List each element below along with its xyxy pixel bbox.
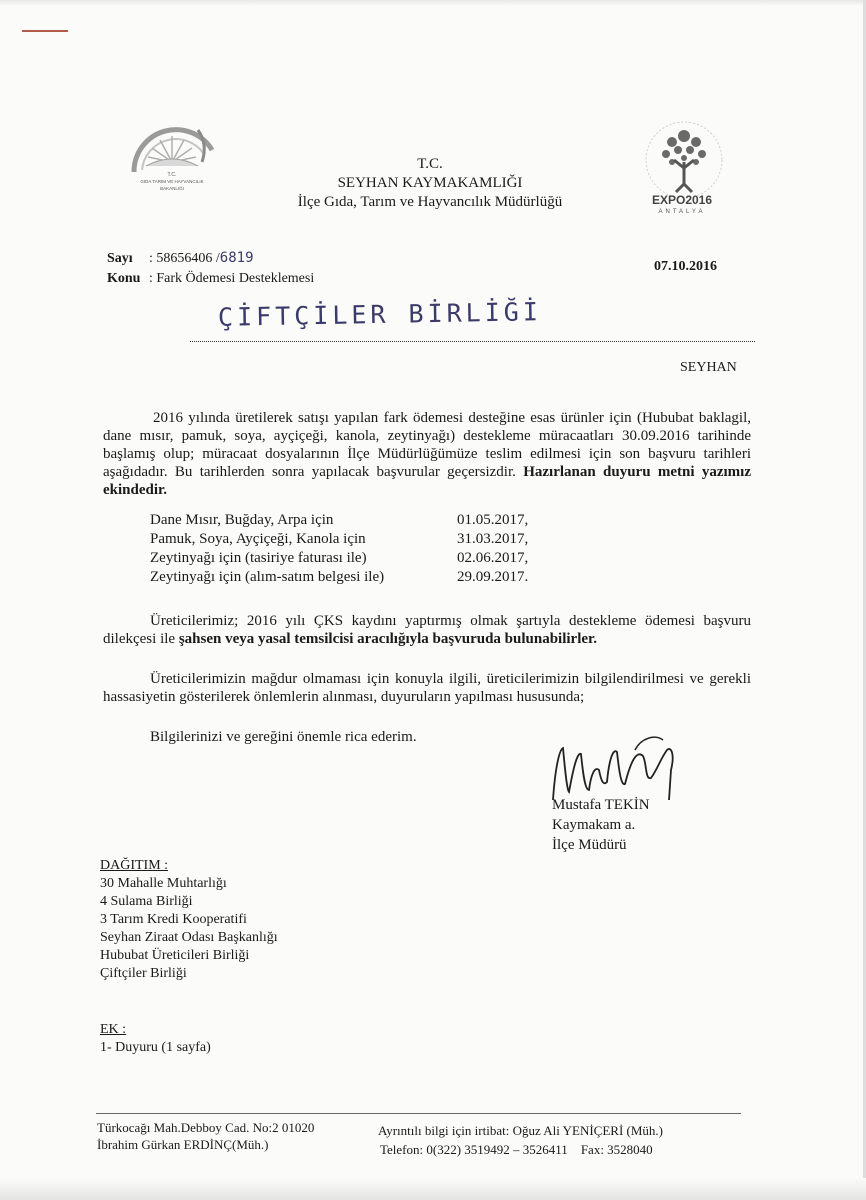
letterhead — [250, 155, 610, 212]
deadline-date: 31.03.2017, — [457, 531, 529, 547]
sayi-value: : 58656406 / — [149, 251, 220, 266]
distribution-item: 30 Mahalle Muhtarlığı — [100, 876, 227, 891]
footer-phone: Telefon: 0(322) 3519492 – 3526411 — [380, 1142, 568, 1157]
signatory — [552, 795, 650, 855]
expo-logo — [632, 112, 742, 222]
signatory-title-1: Kaymakam a. — [552, 817, 636, 833]
distribution-item: 4 Sulama Birliği — [100, 894, 193, 909]
sayi-label: Sayı — [107, 251, 133, 266]
deadline-date: 29.09.2017. — [457, 569, 529, 585]
deadline-date: 01.05.2017, — [457, 512, 529, 528]
distribution-item: Çiftçiler Birliği — [100, 966, 187, 981]
recipient-location: SEYHAN — [680, 360, 737, 375]
konu-value: : Fark Ödemesi Desteklemesi — [149, 271, 315, 286]
footer-rule — [96, 1113, 741, 1114]
recipient-dotted-line — [190, 341, 755, 342]
deadline-item: Dane Mısır, Buğday, Arpa için — [150, 512, 334, 528]
deadline-row — [150, 530, 528, 549]
deadline-row — [150, 568, 528, 587]
red-pen-mark — [22, 30, 68, 32]
closing-line: Bilgilerinizi ve gereğini önemle rica ederim. — [150, 729, 417, 745]
footer-fax: Fax: 3528040 — [580, 1142, 653, 1157]
ministry-logo — [112, 100, 232, 210]
paragraph-2-text: Üreticilerimiz; 2016 yılı ÇKS kaydını yaptırmış olmak şartıyla destekleme ödemesi başvuru dilekçesi ile — [103, 613, 751, 647]
reference-number — [107, 249, 254, 268]
footer-contact: Ayrıntılı bilgi için irtibat: Oğuz Ali YENİÇERİ (Müh.) — [378, 1123, 664, 1138]
paragraph-1 — [103, 409, 751, 499]
scan-bottom-edge — [0, 1178, 866, 1200]
deadline-row — [150, 511, 528, 530]
paragraph-1-bold: Hazırlanan duyuru metni yazımız ekindedir. — [103, 464, 751, 498]
footer-address: Türkocağı Mah.Debboy Cad. No:2 01020 — [97, 1120, 315, 1135]
attachments-heading: EK : — [100, 1022, 127, 1037]
logo-text: EXPO2016 — [651, 193, 713, 207]
attachments-list — [100, 1021, 211, 1057]
signatory-name: Mustafa TEKİN — [552, 797, 650, 813]
signatory-title-2: İlçe Müdürü — [552, 837, 627, 853]
deadline-item: Zeytinyağı için (tasiriye faturası ile) — [150, 550, 367, 566]
scan-edge — [0, 0, 866, 6]
distribution-heading: DAĞITIM : — [100, 858, 169, 873]
subject — [107, 269, 314, 288]
konu-label: Konu — [107, 271, 141, 286]
footer-preparer: İbrahim Gürkan ERDİNÇ(Müh.) — [97, 1137, 269, 1152]
distribution-item: Hububat Üreticileri Birliği — [100, 948, 250, 963]
logo-text: ANTALYA — [658, 209, 706, 215]
header-line-department: İlçe Gıda, Tarım ve Hayvancılık Müdürlüğü — [297, 194, 563, 210]
recipient-handwritten: ÇİFTÇİLER BİRLİĞİ — [217, 297, 543, 332]
sayi-handwritten: 6819 — [219, 250, 254, 266]
distribution-item: Seyhan Ziraat Odası Başkanlığı — [100, 930, 278, 945]
deadline-list — [150, 511, 528, 587]
document-date: 07.10.2016 — [654, 259, 717, 274]
logo-text: BAKANLIĞI — [160, 186, 184, 191]
logo-text: GIDA TARIM VE HAYVANCILIK — [140, 179, 204, 184]
paragraph-2 — [103, 612, 751, 648]
deadline-date: 02.06.2017, — [457, 550, 529, 566]
header-line-tc: T.C. — [417, 156, 443, 172]
header-line-office: SEYHAN KAYMAKAMLIĞI — [337, 175, 523, 191]
paragraph-2-bold: şahsen veya yasal temsilcisi aracılığıyla başvuruda bulunabilirler. — [178, 631, 598, 647]
paragraph-3: Üreticilerimizin mağdur olmaması için konuyla ilgili, üreticilerimizin bilgilendirilmesi ve gerekli hassasiyetin gösterilerek önlemlerin alınması, duyuruların yapılması hususunda; — [103, 671, 751, 705]
distribution-list — [100, 857, 278, 983]
deadline-item: Zeytinyağı için (alım-satım belgesi ile) — [150, 569, 385, 585]
footer-phone-fax — [380, 1141, 653, 1158]
deadline-row — [150, 549, 528, 568]
attachment-item: 1- Duyuru (1 sayfa) — [100, 1040, 211, 1055]
paragraph-1-text: 2016 yılında üretilerek satışı yapılan fark ödemesi desteğine esas ürünler için (Hububat baklagil, dane mısır, pamuk, soya, ayçiçeği, kanola, zeytinyağı) destekleme müracaatları 30.09.2016 tarihinde başlamış olup; müracaat dosyalarının İlçe Müdürlüğümüze teslim edilmesi için son başvuru tarihleri aşağıdadır. Bu tarihlerden sonra yapılacak başvurular geçersizdir. — [103, 410, 751, 480]
deadline-item: Pamuk, Soya, Ayçiçeği, Kanola için — [150, 531, 366, 547]
logo-text: T.C. — [167, 172, 177, 178]
distribution-item: 3 Tarım Kredi Kooperatifi — [100, 912, 247, 927]
